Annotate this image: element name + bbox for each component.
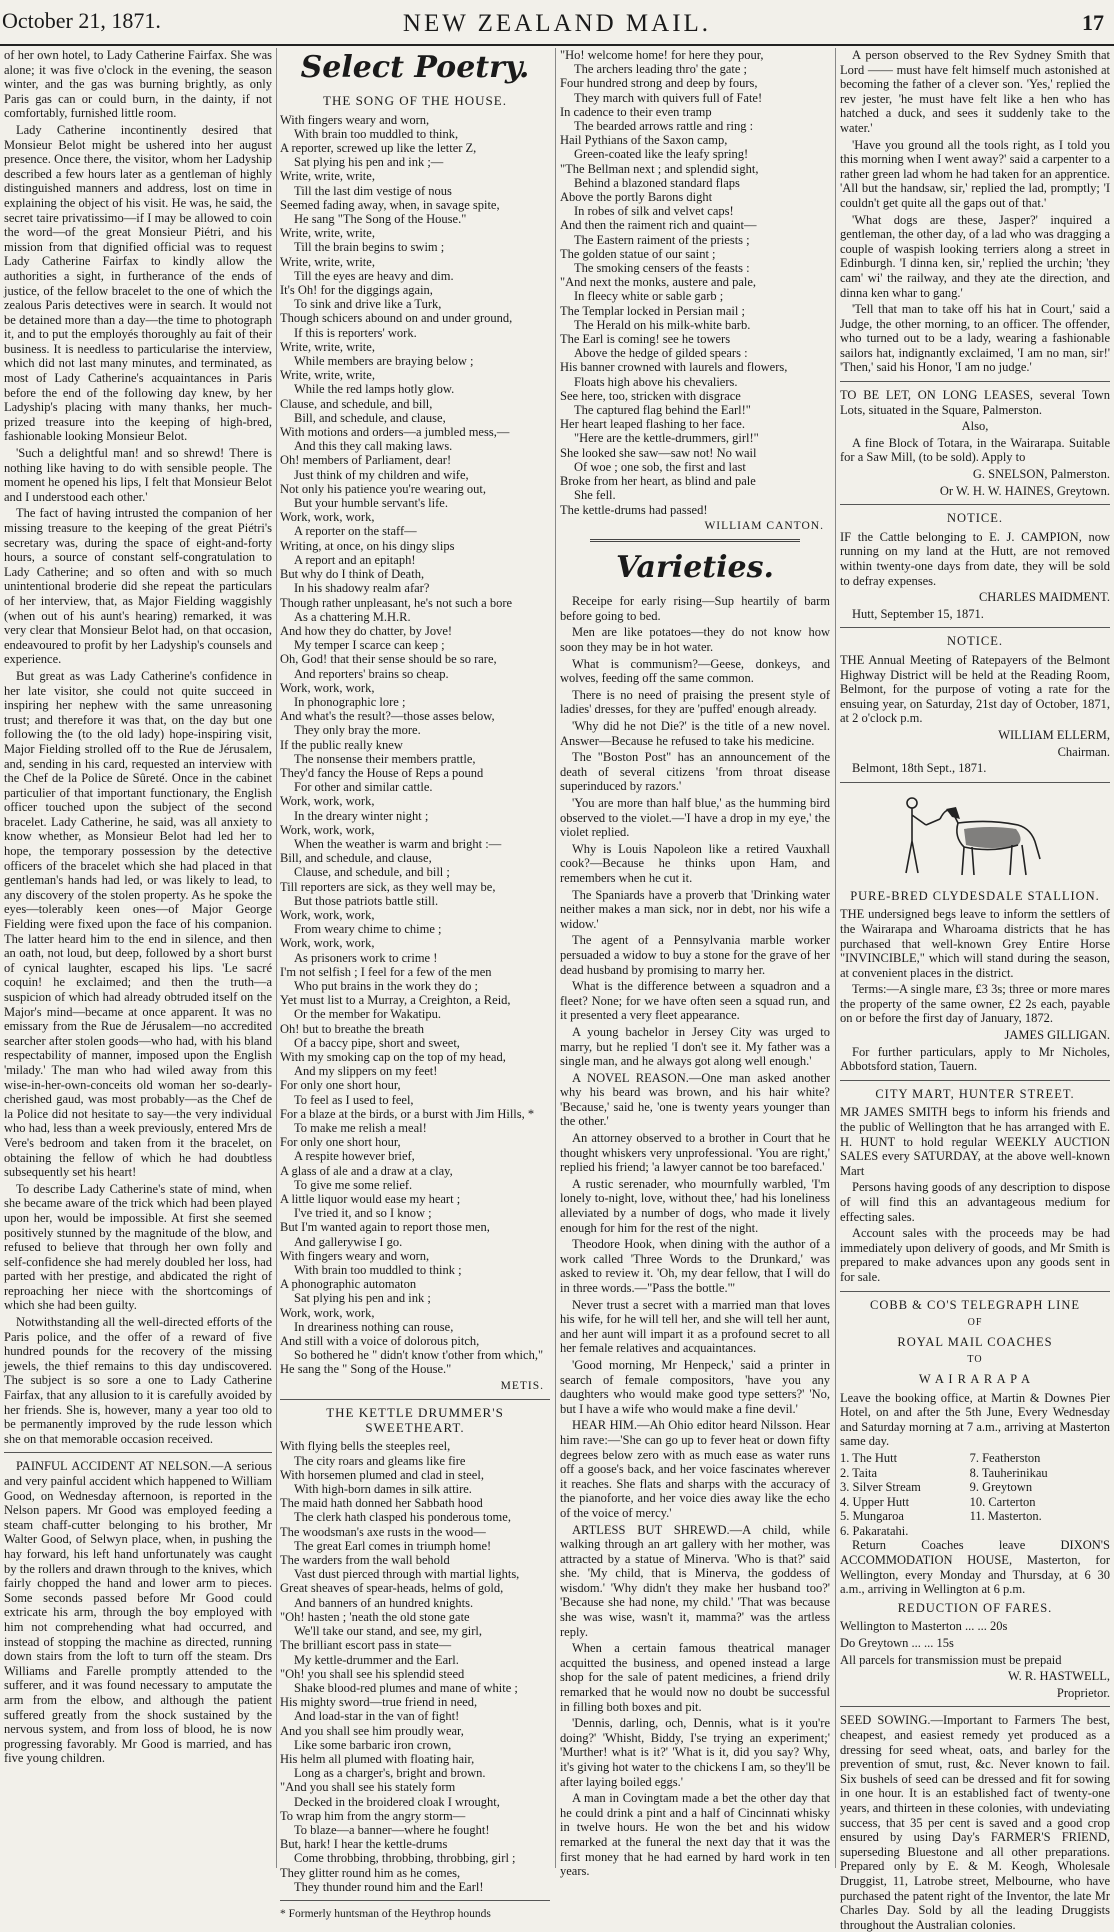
poem-line: "And next the monks, austere and pale, [560,275,757,290]
poem-line: With my smoking cap on the top of my head, [280,1050,506,1064]
ad-clydesdale-stallion [840,789,1110,1074]
poem-line: Work, work, work, [280,794,375,809]
poem-line: A respite however brief, [294,1149,415,1164]
poem-line: A phonographic automaton [280,1277,417,1292]
poem-line: In cadence to their even tramp [560,104,712,119]
poem-line: Till the brain begins to swim ; [294,240,445,255]
poem-signature: METIS. [500,1379,544,1392]
poem-line: Work, work, work, [280,680,375,695]
ad-also: Also, [961,419,989,434]
column-3 [560,48,830,1879]
ad-text: A fine Block of Totara, in the Wairarapa. Suitable for a Saw Mill, (to be sold). Apply to [840,435,1110,465]
poem-line: Her heart leaped flashing to her face. [560,417,745,432]
coach-stop: 11. Masterton. [969,1509,1042,1524]
poem-line: With fingers weary and worn, [280,1248,430,1263]
variety-item: Theodore Hook, when dining with the author of a work called 'Three Words to the Drunkard,' was asked to review it. 'Oh, my dear fellow, that I will do in three words.—"Pass the bottle."' [560,1237,830,1296]
ad-signature: W. R. HASTWELL, [1008,1669,1110,1684]
ad-to-be-let [840,388,1110,498]
poem-line: But your humble servant's life. [294,496,448,511]
poem-line: And load-star in the van of fight! [294,1709,460,1724]
variety-item: What is communism?—Geese, donkeys, and wolves, feeding off the same common. [560,656,830,686]
variety-item: 'Dennis, darling, och, Dennis, what is it you're doing?' 'Whisht, Biddy, I'se trying an experiment;' 'Murther! what is it?' 'What is it, did you say? Why, it's giving hot water to the chickens I am, so they'll be after laying boiled eggs.' [560,1716,830,1789]
poem-line: Writing, at once, on his dingy slips [280,538,455,553]
ad-contact: Or W. H. W. HAINES, Greytown. [939,483,1110,498]
poem-line: Work, work, work, [280,907,375,922]
poem-line: For only one short hour, [280,1135,401,1150]
poem-line: Though rather unpleasant, he's not such a bore [280,595,513,610]
poem-line: With fingers weary and worn, [280,112,430,127]
coach-stops [840,1451,1110,1539]
poem-line: Behind a blazoned standard flaps [574,175,740,190]
poem-title: THE KETTLE DRUMMER'S SWEETHEART. [326,1405,504,1435]
poem-line: Clause, and schedule, and bill, [280,396,433,411]
notice-signature: CHARLES MAIDMENT. [978,590,1110,605]
ad-title: CITY MART, HUNTER STREET. [875,1086,1075,1101]
story-paragraph: To describe Lady Catherine's state of mind, when she became aware of the trick which had been played upon her, would be impossible. At first she seemed positively stunned by the magnitude of the blow, and refused to believe that through her own folly and self-confidence she had merely doubled her loss, had parted with her prestige, and abdicated the right of reproaching her niece with the shortcomings of which she had been guilty. [4,1181,272,1313]
section-rule [840,1080,1110,1081]
poem-line: And what's the result?—those asses below, [280,709,495,724]
variety-item: A NOVEL REASON.—One man asked another why his beard was brown, and his hair white? 'Because,' said he, 'one is twenty years younger than the other.' [560,1070,830,1129]
poem-line: As prisoners work to crime ! [294,950,438,965]
story-paragraph: 'Such a delightful man! and so shrewd! There is nothing like having to do with sensible people. The moment he opened his lips, I felt that Monsieur Belot and I understood each other.' [4,446,272,504]
poem-line: In the dreary winter night ; [294,808,429,823]
poem-line: Great sheaves of spear-heads, helms of gold, [280,1581,504,1596]
poem-line: The archers leading thro' the gate ; [574,62,748,77]
variety-item: When a certain famous theatrical manager acquitted the business, and opened instead a large shop for the sale of patent medicines, a friend drily remarked that he would now no doubt be successful in filling both boxes and pit. [560,1641,830,1714]
poem-line: With brain too muddled to think, [294,126,459,141]
poem-line: And you shall see him proudly wear, [280,1723,464,1738]
notice-text: THE Annual Meeting of Ratepayers of the Belmont Highway District will be held at the Reading Room, Belmont, for the purpose of voting a rate for the ensuing year, on Saturday, 21st day of October, 1871, at 2 o'clock p.m. [840,652,1110,726]
variety-item: 'You are more than half blue,' as the humming bird observed to the violet.—'I have a drop in my eye,' the violet replied. [560,796,830,840]
poem-line: Or the member for Wakatipu. [294,1007,441,1022]
poem-line: To sink and drive like a Turk, [294,297,442,312]
ad-subtitle: ROYAL MAIL COACHES [897,1334,1053,1349]
ad-terms: Terms:—A single mare, £3 3s; three or more mares the property of the same owner, £2 2s each, payable on or before the first day of January, 1872. [840,982,1110,1026]
ad-text: All parcels for transmission must be prepaid [840,1652,1062,1667]
poem-line: He sang the " Song of the House." [280,1362,452,1377]
ad-text: Account sales with the proceeds may be had immediately upon delivery of goods, and Mr Smith is prepared to make advances upon any goods sent in for sale. [840,1226,1110,1284]
poem-line: And my slippers on my feet! [294,1064,438,1079]
notice-signature: WILLIAM ELLERM, [998,727,1110,742]
poem-line: Decked in the broidered cloak I wrought, [294,1794,500,1809]
ad-seed-sowing: SEED SOWING.—Important to Farmers The best, cheapest, and easiest remedy yet produced as a dressing for seed wheat, oats, and barley for the prevention of smut, rust, &c. Never known to fail. Six bushels of seed can be dressed and fit for sowing in one hour. It is an established fact of twenty-one years, and thirteen in these colonies, with undeviating success, that 35 per cent is saved and a good crop ensured by using Day's FARMER'S FRIEND, superseding Bluestone and all other preparations. Prepared only by E. & M. Keogh, Wholesale Druggist, 11, Latrobe street, Melbourne, who have purchased the patent right of the Inventor, the late Mr Charles Day. Sold by all the leading Druggists throughout the Australian colonies. [840,1713,1110,1932]
poem-line: "Here are the kettle-drummers, girl!" [574,431,759,446]
notice-text: IF the Cattle belonging to E. J. CAMPION, now running on my land at the Hutt, are not removed within twenty-one days from date, they will be sold to defray expenses. [840,529,1110,588]
page-number: 17 [1082,10,1104,35]
poem-line: With horsemen plumed and clad in steel, [280,1467,484,1482]
poem-line: The bearded arrows rattle and ring : [574,119,754,134]
poem-line: I've tried it, and so I know ; [294,1206,432,1221]
poem-line: In his shadowy realm afar? [294,581,430,596]
poem-line: But those patriots battle still. [294,893,439,908]
poem-line: Not only his patience you're wearing out, [280,481,487,496]
coach-stop: 5. Mungaroa [840,1509,904,1524]
poem-line: "Oh! you shall see his splendid steed [280,1666,465,1681]
poem-line: Vast dust pierced through with martial lights, [294,1567,520,1582]
variety-item: 'Why did he not Die?' is the title of a new novel. Answer—Because he refused to take his medicine. [560,719,830,748]
poem-line: And gallerywise I go. [294,1234,403,1249]
section-rule [840,782,1110,783]
coach-stop: 3. Silver Stream [840,1480,921,1495]
ad-text: TO BE LET, ON LONG LEASES, several Town Lots, situated in the Square, Palmerston. [840,388,1110,417]
poem-line: Hail Pythians of the Saxon camp, [560,133,728,148]
poem-line: They glitter round him as he comes, [280,1865,461,1880]
poem-line: And then the raiment rich and quaint— [560,218,757,233]
anecdotes-list [840,48,1110,375]
ad-text: Persons having goods of any description to dispose of will find this an advantageous medium for effecting sales. [840,1180,1110,1224]
poem-line: The woodsman's axe rusts in the wood— [280,1524,486,1539]
poem-line: "Oh! hasten ; 'neath the old stone gate [280,1609,470,1624]
variety-item: Receipe for early rising—Sup heartily of barm before going to bed. [560,594,830,623]
poem-title: THE SONG OF THE HOUSE. [323,93,507,108]
poem-line: But I'm wanted again to report those men, [280,1220,490,1235]
poem-line: He sang "The Song of the House." [294,212,467,227]
accident-report: PAINFUL ACCIDENT AT NELSON.—A serious and very painful accident which happened to William Good, on Wednesday afternoon, is reported in the Nelson papers. Mr Good was employed feeding a steam chaff-cutter belonging to his brother, Mr Walter Good, of Selwyn place, when, in pushing the hay forward, his left hand unfortunately was caught by the rollers and drawn through to the knives, which fairly chopped the hand and lower arm to pieces. Some seconds passed before Mr Good could extricate his arm, through the boy employed with him not comprehending what had occurred, and instead of stopping the machine as directed, running down stairs from the loft to turn off the steam. Drs Williams and Farelle promptly attended to the sufferer, and it was found necessary to amputate the arm from the elbow, and although the patient suffered greatly from the shock sustained by the nervous system, and from loss of blood, he is now progressing favorably. Mr Good is married, and has five young children. [4,1459,272,1766]
variety-item: A man in Covingtam made a bet the other day that he could drink a pint and a half of Cincinnati whisky in twelve hours. He won the bet and his widow remarked at the funeral the next day that it was the first money that he had earned by hard work in ten years. [560,1791,830,1879]
poem-kettle-drummer [280,1439,550,1894]
section-title-varieties: Varieties. [616,550,774,586]
poem-line: When the weather is warm and bright :— [294,836,502,851]
variety-item: ARTLESS BUT SHREWD.—A child, while walking through an art gallery with her mother, was attracted by a statue of Minerva. 'Who is that?' said she. 'My child, that is Minerva, the goddess of wisdom.' 'Why didn't they make her husband too?' 'Because she had none, my child.' 'That was because she was wise, wasn't it, mamma?' was the artless reply. [560,1522,830,1639]
poem-line: His mighty sword—true friend in need, [280,1695,478,1710]
fare-line: Do Greytown ... ... 15s [840,1636,954,1651]
poem-line: Till reporters are sick, as they well may be, [280,879,496,894]
poem-line: To make me relish a meal! [294,1121,427,1136]
poem-line: The clerk hath clasped his ponderous tome, [294,1510,511,1525]
variety-item: The agent of a Pennsylvania marble worker persuaded a widow to buy a stone for the grave of her dead husband by promising to marry her. [560,933,830,977]
poem-line: My kettle-drummer and the Earl. [294,1652,459,1667]
poem-line: The city roars and gleams like fire [294,1453,466,1468]
poem-line: Long as a charger's, bright and brown. [294,1766,486,1781]
poem-line: For only one short hour, [280,1078,401,1093]
poem-line: While members are braying below ; [294,354,474,369]
poem-line: To give me some relief. [294,1177,413,1192]
variety-item: A rustic serenader, who mournfully warbled, 'I'm lonely to-night, love, without thee,' had his loneliness alleviated by a number of dogs, who made it lively enough for him for the rest of the night. [560,1176,830,1235]
poem-line: Work, work, work, [280,1305,375,1320]
section-title-poetry: Select Poetry. [300,50,530,85]
ad-cobb-coaches [840,1298,1110,1701]
poem-line: Oh, God! that their sense should be so rare, [280,652,497,667]
poem-line: In robes of silk and velvet caps! [574,204,734,219]
poem-line: While the red lamps hotly glow. [294,382,455,397]
coach-stop: 10. Carterton [969,1494,1036,1509]
coach-stop: 9. Greytown [969,1480,1033,1495]
poem-line: Till the last dim vestige of nous [294,183,452,198]
coach-stop: 7. Featherston [969,1450,1041,1465]
coach-stop: 6. Pakaratahi. [840,1523,909,1538]
variety-item: Why is Louis Napoleon like a retired Vauxhall cook?—Because he thinks upon Ham, and remembers when he cut it. [560,841,830,885]
section-rule [840,1291,1110,1292]
coach-stop: 1. The Hutt [840,1450,898,1465]
poem-line: "The Bellman next ; and splendid sight, [560,161,759,176]
section-rule [4,1452,272,1453]
poem-line: If this is reporters' work. [294,325,417,340]
poem-line: Clause, and schedule, and bill ; [294,865,450,880]
ad-city-mart [840,1087,1110,1285]
poem-line: Floats high above his chevaliers. [574,374,738,389]
poem-line: We'll take our stand, and see, my girl, [294,1624,483,1639]
poem-line: But, hark! I hear the kettle-drums [280,1837,448,1852]
poem-line: Of a baccy pipe, short and sweet, [294,1035,460,1050]
poem-line: A little liquor would ease my heart ; [280,1192,461,1207]
poem-line: And still with a voice of dolorous pitch, [280,1334,480,1349]
variety-item: A young bachelor in Jersey City was urged to marry, but he replied 'I don't see it. My father was a single man, and he always got along well enough.' [560,1024,830,1069]
masthead-rule [0,44,1114,46]
anecdote-item: 'Have you ground all the tools right, as I told you this morning when I went away?' said a carpenter to a rather green lad whom he had taken for an apprentice. 'All but the handsaw, sir,' replied the lad, promptly; 'I couldn't get quite all the gaps out of that.' [840,137,1111,210]
poem-line: Write, write, write, [280,339,375,354]
column-divider [555,48,556,1868]
variety-item: Men are like potatoes—they do not know how soon they may be in hot water. [560,625,830,655]
poem-line: With brain too muddled to think ; [294,1263,462,1278]
poem-line: From weary chime to chime ; [294,922,442,937]
section-rule [590,539,800,542]
varieties-list [560,594,830,1878]
ad-notice-cattle [840,511,1110,621]
poem-line: The maid hath donned her Sabbath hood [280,1496,483,1511]
poem-continued [560,48,830,517]
column-divider [835,48,836,1868]
poem-line: The Templar locked in Persian mail ; [560,303,745,318]
poem-line: In dreariness nothing can rouse, [294,1319,454,1334]
variety-item: Never trust a secret with a married man that loves his wife, for he will tell her, and she will tell her aunt, and her aunt will impart it as a profound secret to all her female relatives and acquaintances. [560,1297,830,1356]
poem-line: Yet must list to a Murray, a Creighton, a Reid, [280,993,511,1008]
poem-line: His banner crowned with laurels and flowers, [560,360,788,375]
poem-line: And this they call making laws. [294,439,453,454]
poem-line: To wrap him from the angry storm— [280,1808,466,1823]
section-rule [840,1706,1110,1707]
section-rule [840,504,1110,505]
poem-line: The Herald on his milk-white barb. [574,317,751,332]
ad-of: OF [967,1317,983,1329]
poem-line: Write, write, write, [280,226,375,241]
poem-line: For other and similar cattle. [294,780,433,795]
variety-item: The Spaniards have a proverb that 'Drinking water neither makes a man sick, nor in debt, nor his wife a widow.' [560,887,830,931]
horse-illustration [900,789,1050,885]
poem-line: A reporter on the staff— [294,524,417,539]
poem-line: Who put brains in the work they do ; [294,978,478,993]
poem-line: They thunder round him and the Earl! [294,1879,484,1894]
section-rule [840,627,1110,628]
column-4 [840,48,1111,1932]
masthead [0,8,1114,42]
variety-item: The "Boston Post" has an announcement of the death of several citizens 'from throat disease superinduced by razors.' [560,750,830,794]
poem-line: Work, work, work, [280,510,375,525]
poem-line: So bothered he " didn't know t'other from which," [294,1348,544,1363]
poem-line: The Eastern raiment of the priests ; [574,232,750,247]
poem-line: Oh! members of Parliament, dear! [280,453,452,468]
poem-line: Like some barbaric iron crown, [294,1737,452,1752]
poem-line: "And you shall see his stately form [280,1780,456,1795]
variety-item: There is no need of praising the present style of ladies' dresses, for they are 'puffed' enough already. [560,687,830,717]
story-paragraph: of her own hotel, to Lady Catherine Fairfax. She was alone; it was five o'clock in the evening, the season winter, and the gas was burning brightly, as only Paris gas can or could burn, in the dainty, if not comfortably, furnished little room. [4,48,272,121]
poem-song-of-the-house [280,113,550,1377]
poem-line: See here, too, stricken with disgrace [560,388,741,403]
poem-line: A glass of ale and a draw at a clay, [280,1163,453,1178]
poem-line: Four hundred strong and deep by fours, [560,76,758,91]
notice-role: Chairman. [1057,744,1110,759]
poem-line: Bill, and schedule, and clause, [280,851,432,866]
coach-stop: 8. Tauherinikau [969,1465,1048,1480]
poem-line: They march with quivers full of Fate! [574,90,763,105]
ad-signature: JAMES GILLIGAN. [1004,1028,1110,1043]
story-paragraph: The fact of having intrusted the companion of her missing treasure to the keeping of the great Piétri's secretary was, during the space of eight-and-forty hours, a source of constant self-congratulation to Lady Catherine; and so often and with so much unintentional broderie did she repeat the particulars of her interview, that, as Major Fielding waggishly (when out of his aunt's hearing) remarked, it was very clear that Monsieur Belot had, on that occasion, endeavoured to profit by her Ladyship's counsels and experience. [4,506,272,667]
notice-title: NOTICE. [947,634,1003,649]
column-2 [280,48,550,1920]
poem-line: With flying bells the steeples reel, [280,1439,451,1454]
anecdote-item: 'What dogs are these, Jasper?' inquired a gentleman, the other day, of a lad who was dragging a couple of waspish looking terriers along a street in Edinburgh. 'I dinna ken, sir,' replied the urchin; 'they cam' wi' the railway, and they ate the direction, and dinna ken whar to gang.' [840,212,1110,300]
poem-line: As a chattering M.H.R. [294,609,411,624]
anecdote-item: A person observed to the Rev Sydney Smith that Lord —— must have felt himself much astonished at becoming the father of a clever son. 'Yes,' replied the rev jester, 'he must have felt like a hen who has hatched a duck, and sees it suddenly take to the water.' [840,48,1110,135]
poem-line: She looked she saw—saw not! No wail [560,445,757,460]
ad-text: THE undersigned begs leave to inform the settlers of the Wairarapa and Wharoama districts that he has purchased that well-known Grey Entire Horse "INVINCIBLE," which will stand during the season, at convenient places in the district. [840,907,1110,980]
coach-stop: 4. Upper Hutt [840,1494,910,1509]
poem-line: Though schicers abound on and under ground, [280,311,513,326]
poem-line: In fleecy white or sable garb ; [574,289,724,304]
poem-line: With motions and orders—a jumbled mess,— [280,425,510,440]
section-rule [840,381,1110,382]
poem-line: Of woe ; one sob, the first and last [574,459,746,474]
poem-line: Write, write, write, [280,368,375,383]
ad-destination: W A I R A R A P A [918,1371,1032,1386]
poem-line: To feel as I used to feel, [294,1092,414,1107]
poem-line: Broke from her heart, as blind and pale [560,474,756,489]
ad-title: COBB & CO'S TELEGRAPH LINE [870,1297,1080,1312]
poem-line: She fell. [574,488,616,503]
column-1 [4,48,272,1868]
footnote: * Formerly huntsman of the Heythrop hounds [280,1907,491,1920]
poem-line: With high-born dames in silk attire. [294,1482,472,1497]
poem-line: Just think of my children and wife, [294,467,469,482]
ad-title: PURE-BRED CLYDESDALE STALLION. [850,888,1100,903]
section-rule [280,1900,550,1901]
poem-line: "Ho! welcome home! for here they pour, [560,48,764,62]
notice-date: Hutt, September 15, 1871. [852,606,984,621]
poem-line: The nonsense their members prattle, [294,751,476,766]
section-rule [280,1399,550,1400]
poem-line: To blaze—a banner—where he fought! [294,1822,490,1837]
poem-line: The warders from the wall behold [280,1553,450,1568]
poem-line: And how they do chatter, by Jove! [280,623,453,638]
variety-item: What is the difference between a squadron and a fleet? None; for we have often seen a squad run, and it presented a very fleet appearance. [560,979,830,1023]
poem-line: The golden statue of our saint ; [560,246,716,261]
poem-line: Sat plying his pen and ink ; [294,1291,431,1306]
poem-line: And banners of an hundred knights. [294,1595,474,1610]
anecdote-item: 'Tell that man to take off his hat in Court,' said a Judge, the other morning, to an officer. The offender, who turned out to be a lady, wearing a fashionable sailors hat, indignantly exclaimed, 'I am no man, sir!' 'Then,' said his Honor, 'I am no judge.' [840,302,1110,375]
ad-text: MR JAMES SMITH begs to inform his friends and the public of Wellington that he has arranged with E. H. HUNT to hold regular WEEKLY AUCTION SALES every SATURDAY, at the above well-known Mart [840,1105,1110,1178]
poem-line: Come throbbing, throbbing, throbbing, girl ; [294,1851,516,1866]
poem-line: Above the portly Barons dight [560,190,713,205]
poem-line: And reporters' brains so cheap. [294,666,449,681]
ad-contact: G. SNELSON, Palmerston. [972,467,1110,482]
ad-to: TO [967,1354,983,1366]
poem-line: The great Earl comes in triumph home! [294,1538,492,1553]
poem-line: They'd fancy the House of Reps a pound [280,765,484,780]
ad-notice-meeting [840,634,1110,775]
newspaper-title: NEW ZEALAND MAIL. [402,10,712,37]
variety-item: 'Good morning, Mr Henpeck,' said a printer in search of female compositors, 'have you any daughters who would make good type setters?' 'No, but I have a wife who would make a fine devil.' [560,1357,830,1416]
fares-title: REDUCTION OF FARES. [897,1600,1053,1615]
variety-item: HEAR HIM.—Ah Ohio editor heard Nilsson. Hear him rave:—'She can go up to fever heat or down fifty degrees below zero with as much ease as water runs off a goose's back, and her voice fascinates wherever it reaches. She flats and sharps with the accuracy of the pianoforte, and her voice dies away like the echo of the voice of mercy.' [560,1418,830,1520]
story-paragraph: Lady Catherine incontinently desired that Monsieur Belot might be ushered into her august presence. Once there, the visitor, whom her Ladyship described a few hours later as a gentleman of highly distinguished manners and address, lost on time in explaining the object of his visit. He was, he said, the secret taire privatissimo—if I may be allowed to coin the word—of the great Monsieur Piétri, and his mission from that dignified official was to request Lady Catherine Fairfax to kindly allow the authorities a sight, in furtherance of the ends of justice, of the fellow bracelet to the one of which the zealous Paris detectives were in search. It would not be detained more than a day—the time to photograph it, and to put the employés thoroughly au fait of their business. It is needless to particularise the interview, which did not last many minutes, and terminated, as most of Lady Catherine's acquaintances in Paris before the end of the following day knew, by her Ladyship's placing with many thanks, her much-prized treasure into the keeping of high-bred, fashionable looking Monsieur Belot. [4,122,272,444]
poem-line: My temper I scarce can keep ; [294,638,445,653]
ad-text: For further particulars, apply to Mr Nicholes, Abbotsford station, Tauern. [840,1044,1110,1074]
poem-line: Oh! but to breathe the breath [280,1021,425,1036]
poem-line: Seemed fading away, when, in savage spite, [280,197,500,212]
poem-line: Work, work, work, [280,936,375,951]
poem-line: Green-coated like the leafy spring! [574,147,749,162]
variety-item: An attorney observed to a brother in Court that he thought whiskers very unprofessional. 'You are right,' replied his friend; 'a lawyer cannot be too barefaced.' [560,1131,830,1175]
ad-text: Return Coaches leave DIXON'S ACCOMMODATION HOUSE, Masterton, for Wellington, every Monday and Thursday, at 6 30 a.m., arriving in Wellington at 6 p.m. [840,1538,1110,1597]
coach-stop: 2. Taita [840,1465,878,1480]
ad-text: Leave the booking office, at Martin & Downes Pier Hotel, on and after the 5th June, Every Wednesday and Saturday morning at 7 a.m., arriving at Masterton same day. [840,1390,1110,1449]
poem-line: Till the eyes are heavy and dim. [294,268,454,283]
poem-line: The kettle-drums had passed! [560,502,708,517]
poem-line: If the public really knew [280,737,403,752]
poem-line: The captured flag behind the Earl!" [574,403,751,418]
notice-title: NOTICE. [947,511,1003,526]
poem-line: Above the hedge of gilded spears : [574,346,748,361]
poem-line: In phonographic lore ; [294,694,406,709]
poem-line: Shake blood-red plumes and mane of white ; [294,1680,518,1695]
poem-line: His helm all plumed with floating hair, [280,1751,475,1766]
poem-line: Bill, and schedule, and clause, [294,410,446,425]
poem-line: They only bray the more. [294,723,421,738]
poem-signature: WILLIAM CANTON. [704,519,824,532]
story-paragraph: Notwithstanding all the well-directed efforts of the Paris police, and the offer of a reward of five hundred pounds for the recovery of the missing jewels, the thief remains to this day undiscovered. The subject is so sore a one to Lady Catherine Fairfax, that any allusion to it is carefully avoided by her friends. She is, however, many a year too old to be permanently improved by the rude lesson which she on that memorable occasion received. [4,1315,272,1446]
ad-role: Proprietor. [1056,1685,1110,1700]
poem-line: The brilliant escort pass in state— [280,1638,452,1653]
poem-line: A reporter, screwed up like the letter Z, [280,141,477,155]
fare-line: Wellington to Masterton ... ... 20s [840,1619,1008,1634]
column-divider [276,48,277,1868]
poem-line: I'm not selfish ; I feel for a few of the men [280,964,492,979]
issue-date: October 21, 1871. [2,8,161,33]
poem-line: Work, work, work, [280,822,375,837]
poem-line: The Earl is coming! see he towers [560,332,731,347]
poem-line: But why do I think of Death, [280,567,425,582]
notice-date: Belmont, 18th Sept., 1871. [852,761,987,776]
poem-line: It's Oh! for the diggings again, [280,283,433,298]
poem-line: Sat plying his pen and ink ;— [294,155,444,170]
poem-line: For a blaze at the birds, or a burst with Jim Hills, * [280,1106,535,1121]
poem-line: The smoking censers of the feasts : [574,261,750,276]
story-paragraph: But great as was Lady Catherine's confidence in her late visitor, she could not quite succeed in inspiring her nephew with the same unreasoning trust; and therefore it was that, on the day but one following the (to the old lady) hope-inspiring visit, Major Fielding strolled off to the Rue de Jérusalem, and, sending in his card, requested an interview with the Chef de la Police de Sûreté. Once in the cabinet particulier of that important functionary, the English officer touched upon the subject of the second bracelet. Lady Catherine, he said, was all anxiety to know whether, as Monsieur Belot had led her to hope, the temporary possession by the detective officers of the bracelet which she had placed in that gentleman's hands had led, or was likely to lead, to any discovery of the stolen property. As he spoke the eyes—tolerably keen ones—of Major George Fielding were fixed upon the face of his companion. The latter heard him to the end in silence, and then an oath, not loud, but deep, followed by a short burst of cynical laughter, escaped his lips. 'Le sacré coquin! he exclaimed; and then the truth—a suspicion of which had already obtruded itself on the Major's mind—became at once apparent. It was no emissary from the Rue de Jérusalem—no accredited searcher after stolen goods—who had, with his bland respectability of manner, imposed upon the English 'milady.' The man who had wiled away from this wise-in-her-own-conceits old woman her so-dearly-cherished gaud, was most probably—as the Chef de la Police did not hesitate to say—the very individual who had, less than a week previously, entered Mrs de Vere's bedroom and taken from it the bracelet, on obtaining the fellow of which he had doubtless subsequently set his heart! [4,668,272,1180]
poem-line: Write, write, write, [280,254,375,269]
poem-line: A report and an epitaph! [294,552,416,567]
poem-line: Write, write, write, [280,169,375,184]
